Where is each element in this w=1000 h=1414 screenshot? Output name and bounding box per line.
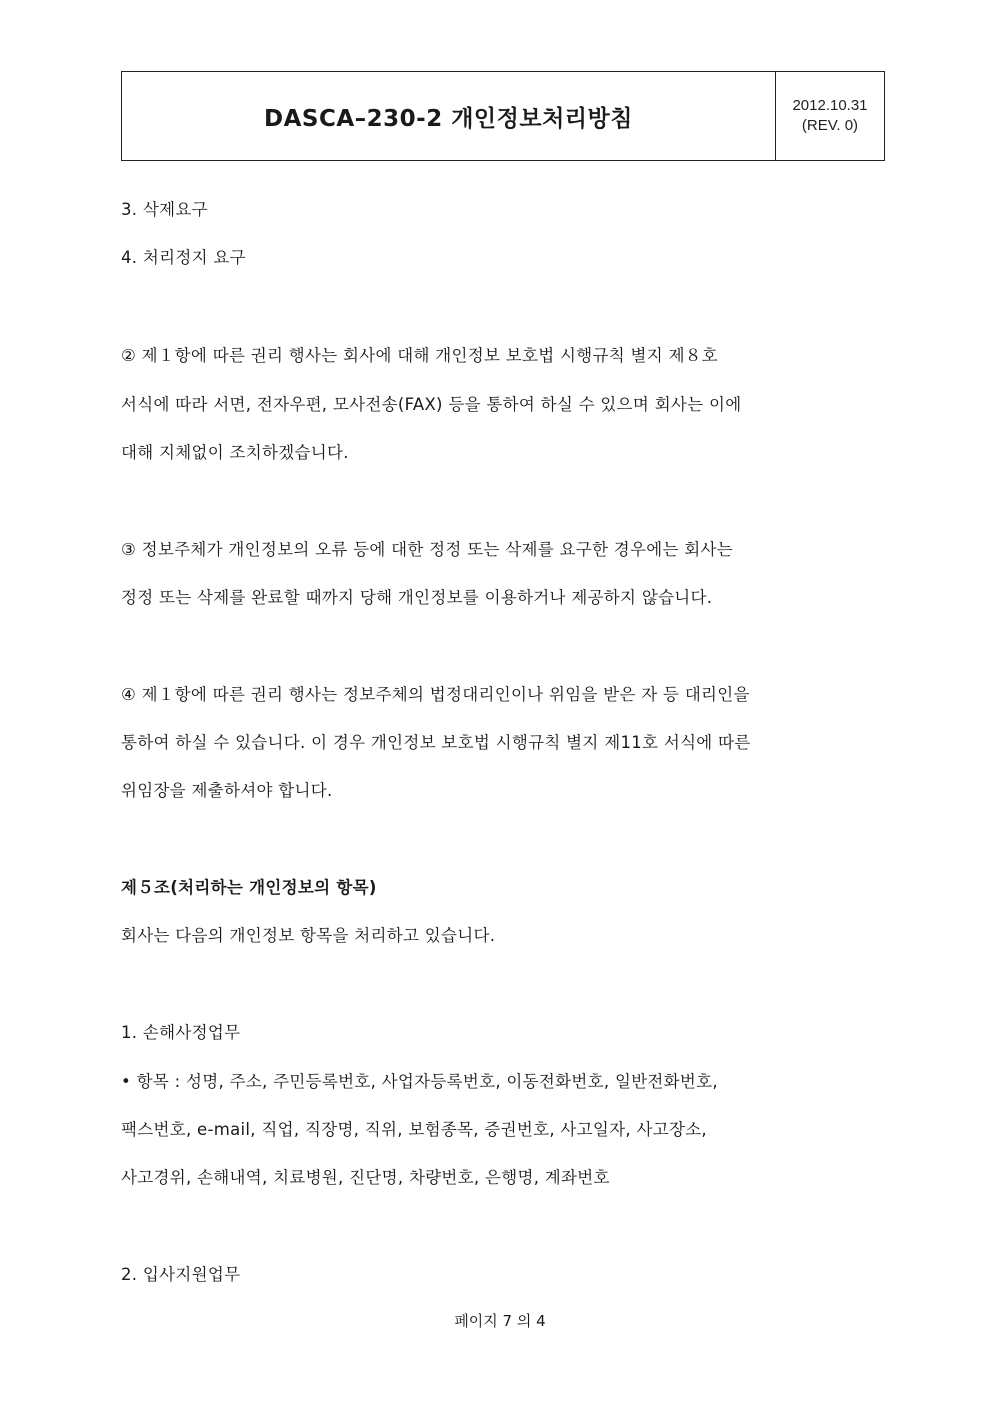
revision-date: 2012.10.31 <box>792 97 868 114</box>
paragraph-4-line-1: ④ 제１항에 따른 권리 행사는 정보주체의 법정대리인이나 위임을 받은 자 등 대리인을 <box>121 685 750 704</box>
paragraph-2-line-1: ② 제１항에 따른 권리 행사는 회사에 대해 개인정보 보호법 시행규칙 별지 제８호 <box>121 346 718 365</box>
list-item-delete-request: 3. 삭제요구 <box>121 200 208 219</box>
article-5-heading: 제５조(처리하는 개인정보의 항목) <box>121 878 377 897</box>
article-5-intro: 회사는 다음의 개인정보 항목을 처리하고 있습니다. <box>121 926 496 945</box>
section-2-title: 2. 입사지원업무 <box>121 1265 241 1284</box>
paragraph-4-line-2: 통하여 하실 수 있습니다. 이 경우 개인정보 보호법 시행규칙 별지 제11호 서식에 따른 <box>121 733 751 752</box>
list-item-stop-processing: 4. 처리정지 요구 <box>121 248 246 267</box>
section-1-items-line-2: 팩스번호, e-mail, 직업, 직장명, 직위, 보험종목, 증권번호, 사고일자, 사고장소, <box>121 1120 707 1139</box>
paragraph-2-line-2: 서식에 따라 서면, 전자우편, 모사전송(FAX) 등을 통하여 하실 수 있으며 회사는 이에 <box>121 395 742 414</box>
section-1-title: 1. 손해사정업무 <box>121 1023 241 1042</box>
revision-number: (REV. 0) <box>801 117 859 134</box>
section-1-items-line-3: 사고경위, 손해내역, 치료병원, 진단명, 차량번호, 은행명, 계좌번호 <box>121 1168 610 1187</box>
section-1-items-line-1: • 항목 : 성명, 주소, 주민등록번호, 사업자등록번호, 이동전화번호, 일반전화번호, <box>121 1072 718 1091</box>
paragraph-3-line-2: 정정 또는 삭제를 완료할 때까지 당해 개인정보를 이용하거나 제공하지 않습니다. <box>121 588 713 607</box>
paragraph-4-line-3: 위임장을 제출하셔야 합니다. <box>121 781 333 800</box>
page-number: 페이지 7 의 4 <box>454 1312 546 1330</box>
document-title: DASCA–230-2 개인정보처리방침 <box>122 72 776 160</box>
revision-info <box>776 72 884 160</box>
paragraph-2-line-3: 대해 지체없이 조치하겠습니다. <box>121 443 349 462</box>
document-header <box>121 71 885 161</box>
paragraph-3-line-1: ③ 정보주체가 개인정보의 오류 등에 대한 정정 또는 삭제를 요구한 경우에는 회사는 <box>121 540 733 559</box>
